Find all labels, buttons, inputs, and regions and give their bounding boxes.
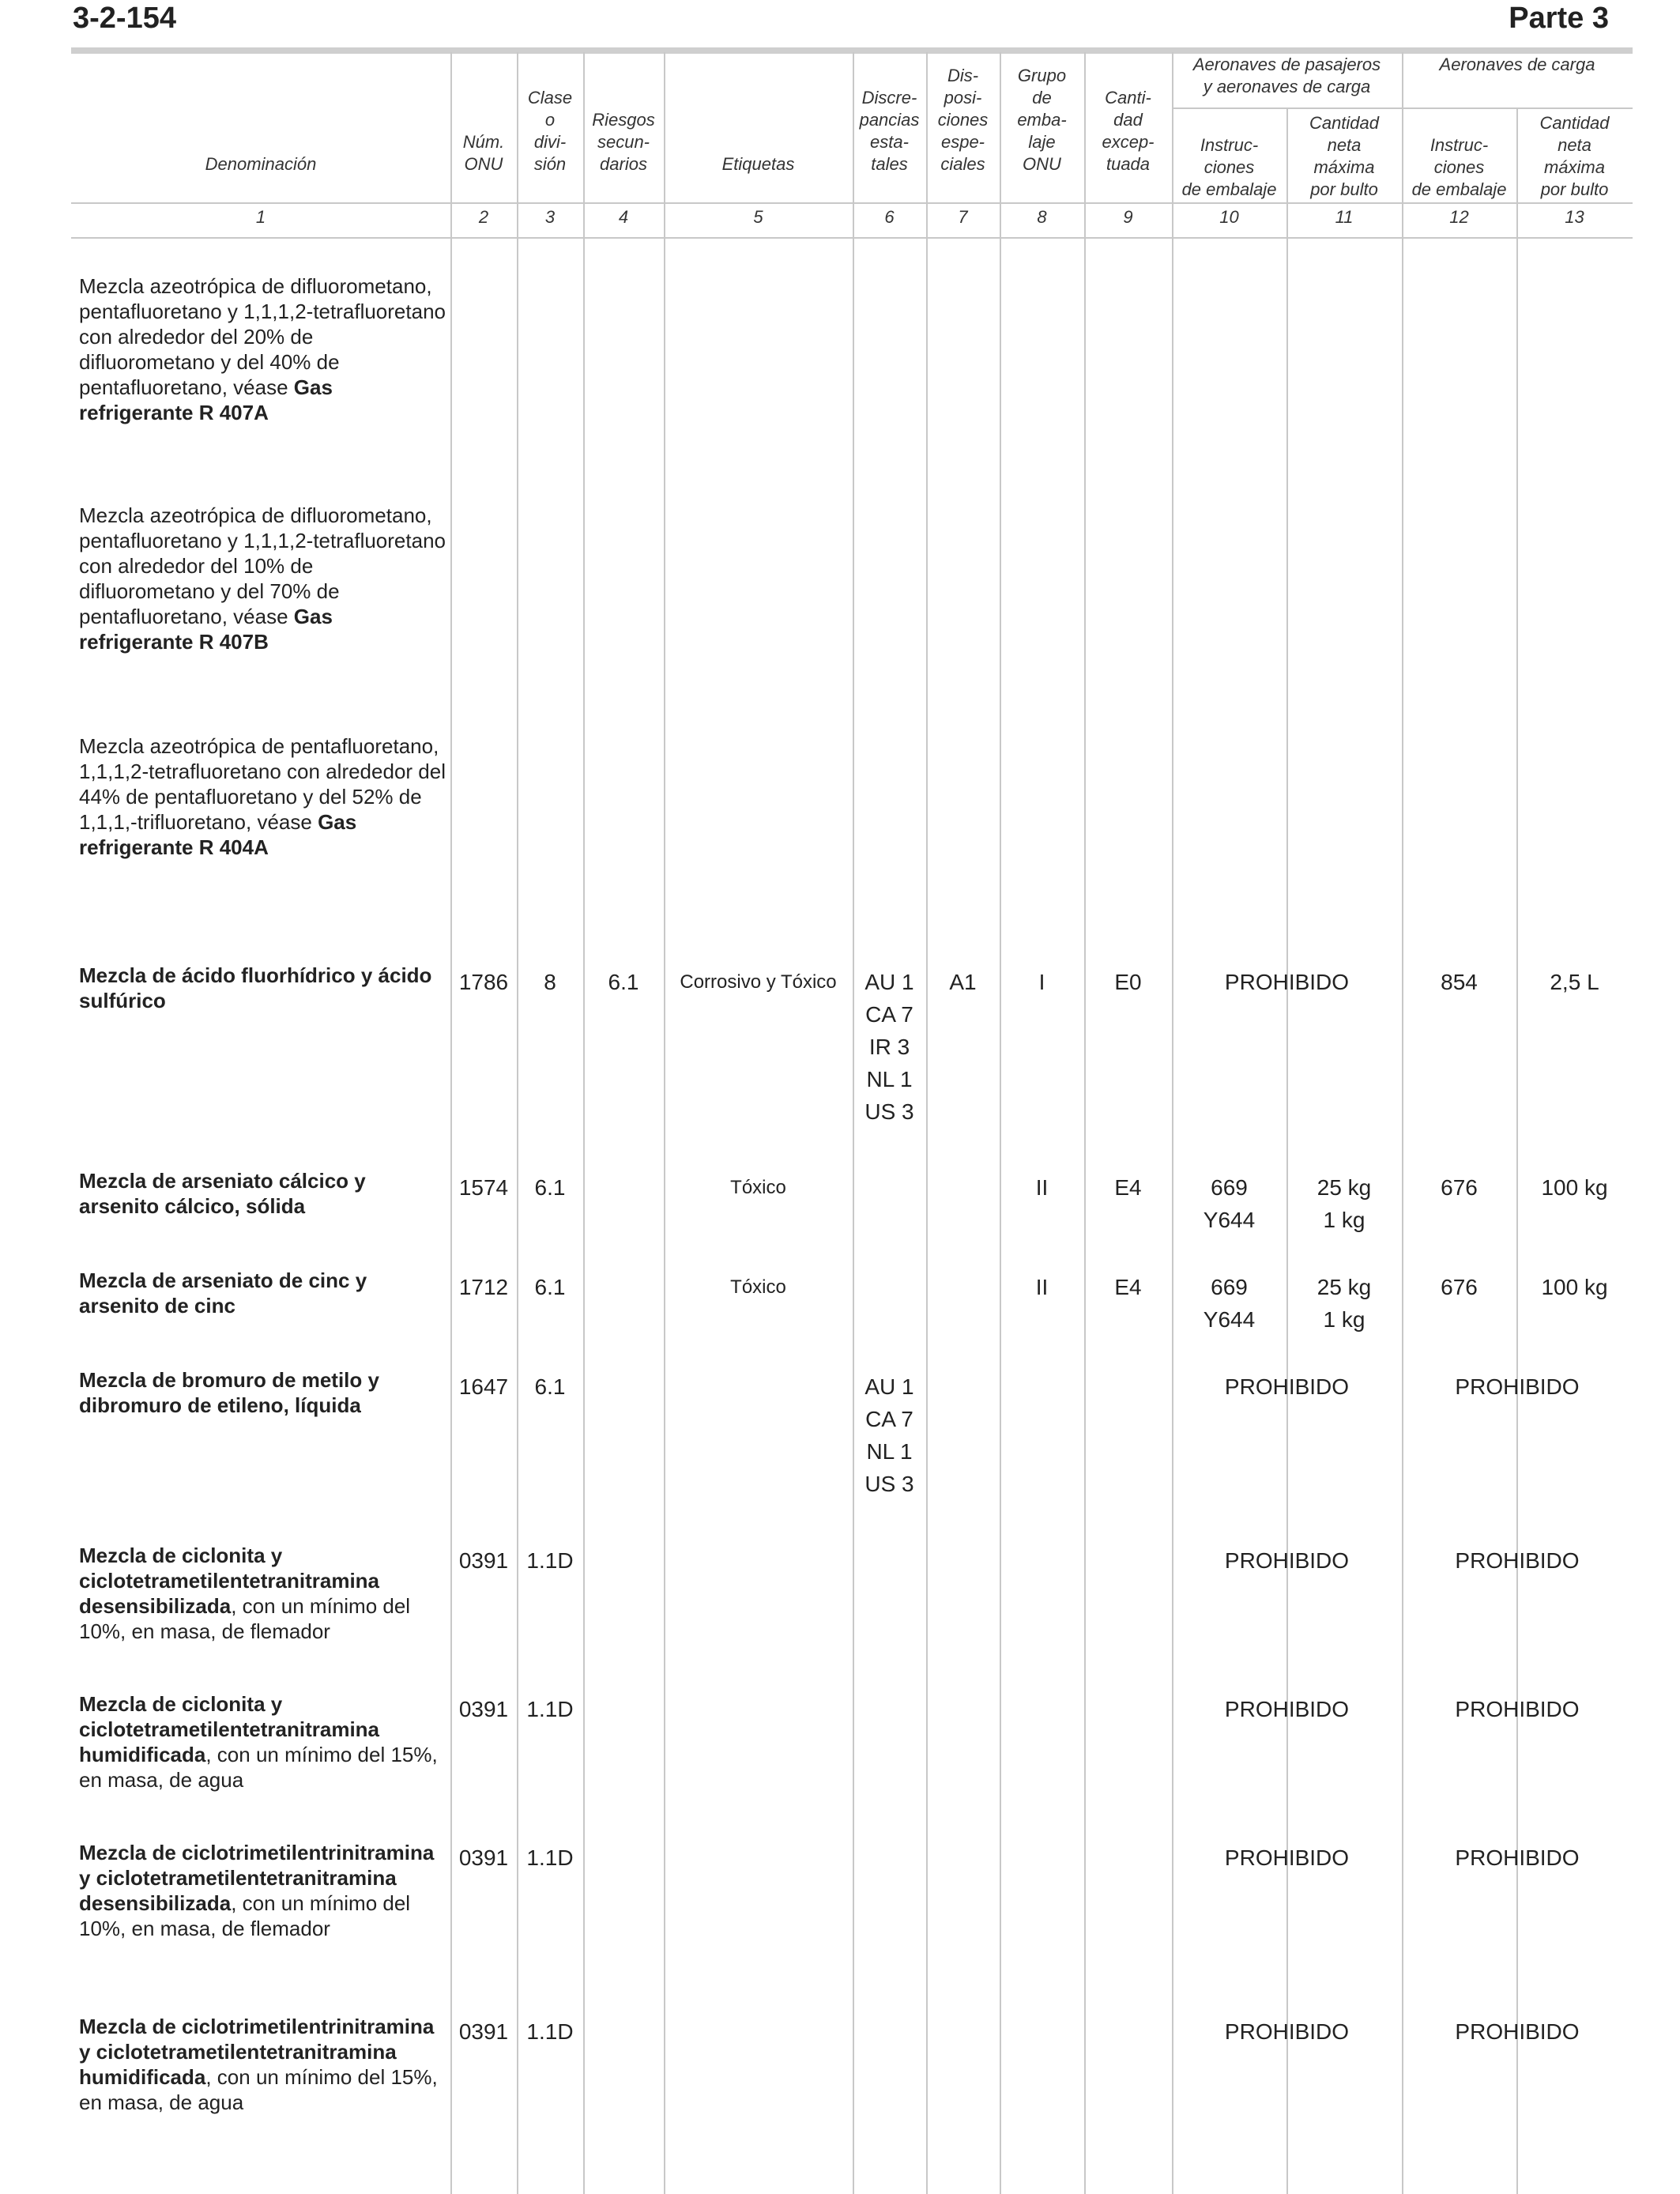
- un-number: 1574: [458, 1175, 509, 1200]
- column-divider: [1286, 107, 1288, 2194]
- column-number-rule: [71, 237, 1633, 239]
- column-divider: [664, 52, 665, 2194]
- cargo-max-quantity: 2,5 L: [1550, 970, 1599, 994]
- header-labels: Etiquetas: [721, 154, 795, 174]
- cargo-forbidden: PROHIBIDO: [1455, 1548, 1580, 1573]
- pax-packing-instruction: 669 Y644: [1203, 1175, 1256, 1232]
- subsidiary-risk: 6.1: [608, 970, 639, 994]
- header-rule: [71, 47, 1633, 54]
- entry-name: Mezcla azeotrópica de pentafluoretano, 1,1,1,2-tetrafluoretano con alrededor del 44% de pentafluoretano y del 52% de 1,1,1,-trifluoretano, véase Gas refrigerante R 404A: [79, 734, 446, 859]
- header-cargo-packing-instruction: Instruc- ciones de embalaje: [1411, 135, 1507, 199]
- header-cargo-max-quantity: Cantidad neta máxima por bulto: [1539, 113, 1610, 199]
- class-division: 6.1: [534, 1175, 566, 1200]
- pax-forbidden: PROHIBIDO: [1224, 1548, 1350, 1573]
- header-pax-max-quantity: Cantidad neta máxima por bulto: [1309, 113, 1380, 199]
- packing-group: II: [1035, 1275, 1049, 1299]
- un-number: 0391: [458, 1548, 509, 1573]
- column-number: 4: [618, 207, 629, 227]
- part-label: Parte 3: [1509, 2, 1609, 35]
- header-denominacion: Denominación: [205, 154, 317, 174]
- entry-name: Mezcla de ácido fluorhídrico y ácido sulfúrico: [79, 963, 432, 1012]
- column-number: 1: [255, 207, 266, 227]
- column-number: 10: [1219, 207, 1239, 227]
- excepted-quantity: E0: [1114, 970, 1142, 994]
- entry-name: Mezcla de ciclotrimetilentrinitramina y ciclotetrametilentetranitramina desensibilizada, con un mínimo del 10%, en masa, de flemador: [79, 1841, 435, 1940]
- un-number: 1786: [458, 970, 509, 994]
- column-number: 12: [1449, 207, 1469, 227]
- hazard-labels: Tóxico: [730, 1177, 786, 1198]
- hazard-labels: Tóxico: [730, 1276, 786, 1298]
- class-division: 1.1D: [526, 1548, 574, 1573]
- cargo-forbidden: PROHIBIDO: [1455, 1374, 1580, 1399]
- cargo-packing-instruction: 676: [1441, 1175, 1478, 1200]
- excepted-quantity: E4: [1114, 1175, 1142, 1200]
- entry-name: Mezcla de ciclotrimetilentrinitramina y ciclotetrametilentetranitramina humidificada, con un mínimo del 15%, en masa, de agua: [79, 2015, 438, 2114]
- header-special-provisions: Dis- posi- ciones espe- ciales: [937, 66, 989, 174]
- class-division: 1.1D: [526, 1845, 574, 1870]
- entry-name: Mezcla azeotrópica de difluorometano, pentafluoretano y 1,1,1,2-tetrafluoretano con alrededor del 10% de difluorometano y del 70% de pentafluoretano, véase Gas refrigerante R 407B: [79, 503, 446, 654]
- class-division: 1.1D: [526, 2019, 574, 2044]
- group-header-rule: [1172, 107, 1633, 109]
- pax-packing-instruction: 669 Y644: [1203, 1275, 1256, 1332]
- column-number: 7: [958, 207, 968, 227]
- page-number: 3-2-154: [73, 2, 176, 35]
- un-number: 0391: [458, 1697, 509, 1721]
- pax-forbidden: PROHIBIDO: [1224, 970, 1350, 994]
- pax-forbidden: PROHIBIDO: [1224, 1845, 1350, 1870]
- column-divider: [1084, 52, 1086, 2194]
- column-divider: [583, 52, 585, 2194]
- header-passenger-aircraft-group: Aeronaves de pasajeros y aeronaves de carga: [1192, 55, 1381, 96]
- column-divider: [1516, 107, 1518, 2194]
- entry-name: Mezcla de ciclonita y ciclotetrametilentetranitramina humidificada, con un mínimo del 15%, en masa, de agua: [79, 1692, 438, 1792]
- class-division: 6.1: [534, 1374, 566, 1399]
- pax-forbidden: PROHIBIDO: [1224, 1374, 1350, 1399]
- special-provisions: A1: [949, 970, 977, 994]
- cargo-max-quantity: 100 kg: [1541, 1275, 1608, 1299]
- class-division: 8: [544, 970, 556, 994]
- header-pax-packing-instruction: Instruc- ciones de embalaje: [1181, 135, 1277, 199]
- packing-group: I: [1038, 970, 1045, 994]
- header-state-variations: Discre- pancias esta- tales: [859, 88, 920, 174]
- un-number: 1647: [458, 1374, 509, 1399]
- column-number: 3: [544, 207, 556, 227]
- column-number: 6: [884, 207, 895, 227]
- header-subsidiary-risks: Riesgos secun- darios: [592, 110, 655, 174]
- cargo-forbidden: PROHIBIDO: [1455, 1697, 1580, 1721]
- column-number: 5: [753, 207, 763, 227]
- cargo-packing-instruction: 676: [1441, 1275, 1478, 1299]
- pax-max-quantity: 25 kg 1 kg: [1317, 1275, 1372, 1332]
- header-packing-group: Grupo de emba- laje ONU: [1017, 66, 1067, 174]
- cargo-packing-instruction: 854: [1441, 970, 1478, 994]
- entry-name: Mezcla de bromuro de metilo y dibromuro de etileno, líquida: [79, 1368, 379, 1417]
- header-bottom-rule: [71, 202, 1633, 204]
- pax-forbidden: PROHIBIDO: [1224, 2019, 1350, 2044]
- cargo-forbidden: PROHIBIDO: [1455, 2019, 1580, 2044]
- pax-forbidden: PROHIBIDO: [1224, 1697, 1350, 1721]
- un-number: 0391: [458, 2019, 509, 2044]
- state-variations: AU 1 CA 7 NL 1 US 3: [864, 1374, 914, 1496]
- column-number: 8: [1037, 207, 1047, 227]
- column-number: 11: [1335, 207, 1354, 227]
- entry-name: Mezcla de arseniato de cinc y arsenito de cinc: [79, 1269, 367, 1318]
- excepted-quantity: E4: [1114, 1275, 1142, 1299]
- header-cargo-aircraft-group: Aeronaves de carga: [1439, 55, 1595, 74]
- column-number: 2: [478, 207, 489, 227]
- un-number: 0391: [458, 1845, 509, 1870]
- class-division: 1.1D: [526, 1697, 574, 1721]
- header-excepted-quantity: Canti- dad excep- tuada: [1102, 88, 1155, 174]
- column-divider: [926, 52, 928, 2194]
- pax-max-quantity: 25 kg 1 kg: [1317, 1175, 1372, 1232]
- packing-group: II: [1035, 1175, 1049, 1200]
- header-un-number: Núm. ONU: [462, 132, 505, 174]
- column-number: 9: [1123, 207, 1133, 227]
- entry-name: Mezcla de arseniato cálcico y arsenito cálcico, sólida: [79, 1169, 366, 1218]
- column-number: 13: [1565, 207, 1584, 227]
- entry-name: Mezcla de ciclonita y ciclotetrametilentetranitramina desensibilizada, con un mínimo del 10%, en masa, de flemador: [79, 1544, 411, 1643]
- header-class: Clase o divi- sión: [527, 88, 573, 174]
- class-division: 6.1: [534, 1275, 566, 1299]
- column-divider: [1000, 52, 1001, 2194]
- entry-name: Mezcla azeotrópica de difluorometano, pentafluoretano y 1,1,1,2-tetrafluoretano con alrededor del 20% de difluorometano y del 40% de pentafluoretano, véase Gas refrigerante R 407A: [79, 274, 446, 424]
- cargo-forbidden: PROHIBIDO: [1455, 1845, 1580, 1870]
- hazard-labels: Corrosivo y Tóxico: [680, 971, 837, 993]
- state-variations: AU 1 CA 7 IR 3 NL 1 US 3: [864, 970, 914, 1124]
- un-number: 1712: [458, 1275, 509, 1299]
- cargo-max-quantity: 100 kg: [1541, 1175, 1608, 1200]
